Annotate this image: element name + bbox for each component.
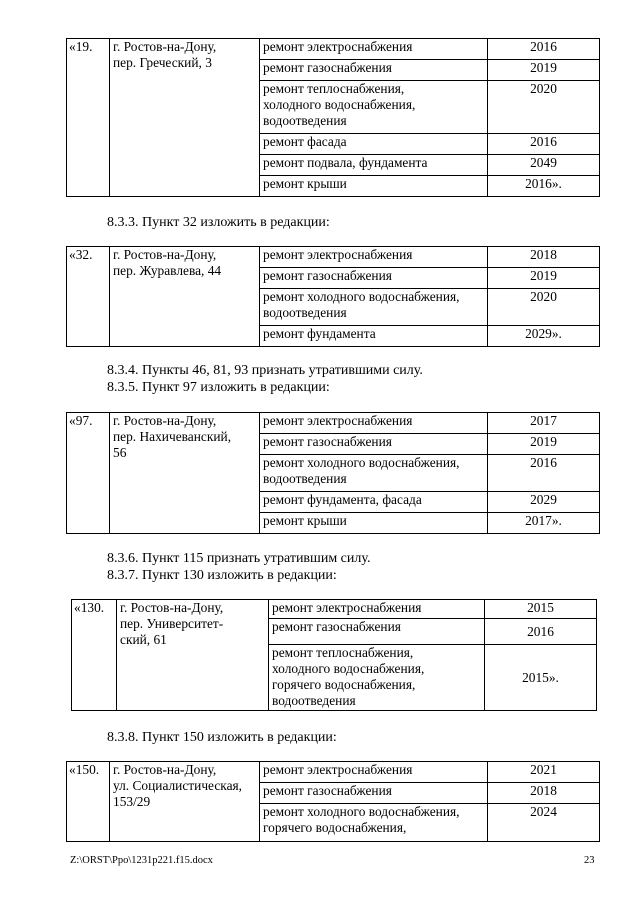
table-item-150	[66, 761, 600, 842]
work-cell: ремонт газоснабжения	[269, 619, 485, 645]
work-cell: ремонт фундамента, фасада	[260, 492, 488, 513]
work-cell: ремонт крыши	[260, 513, 488, 534]
work-cell: ремонт электроснабжения	[260, 762, 488, 783]
year-cell: 2020	[488, 81, 600, 134]
work-cell: ремонт электроснабжения	[260, 247, 488, 268]
year-cell: 2017	[488, 413, 600, 434]
work-cell: ремонт фундамента	[260, 326, 488, 347]
table-item-97	[66, 412, 600, 534]
paragraph-8-3-4: 8.3.4. Пункты 46, 81, 93 признать утратившими силу.	[107, 363, 423, 378]
year-cell: 2016	[488, 134, 600, 155]
paragraph-8-3-5: 8.3.5. Пункт 97 изложить в редакции:	[107, 380, 330, 395]
table-item-130	[71, 599, 597, 711]
work-cell: ремонт электроснабжения	[260, 39, 488, 60]
work-cell: ремонт теплоснабжения, холодного водоснабжения, горячего водоснабжения, водоотведения	[269, 645, 485, 711]
year-cell: 2015	[485, 600, 597, 619]
work-cell: ремонт теплоснабжения, холодного водоснабжения, водоотведения	[260, 81, 488, 134]
table-item-32	[66, 246, 600, 347]
year-cell: 2021	[488, 762, 600, 783]
year-cell: 2016	[485, 619, 597, 645]
item-number: «150.	[67, 762, 110, 842]
paragraph-8-3-6: 8.3.6. Пункт 115 признать утратившим силу.	[107, 551, 371, 566]
work-cell: ремонт фасада	[260, 134, 488, 155]
work-cell: ремонт холодного водоснабжения, водоотведения	[260, 289, 488, 326]
year-cell: 2018	[488, 247, 600, 268]
table-item-19	[66, 38, 600, 197]
footer-page-number: 23	[584, 855, 595, 866]
paragraph-8-3-8: 8.3.8. Пункт 150 изложить в редакции:	[107, 730, 337, 745]
year-cell: 2017».	[488, 513, 600, 534]
work-cell: ремонт газоснабжения	[260, 434, 488, 455]
item-number: «130.	[72, 600, 117, 711]
year-cell: 2016».	[488, 176, 600, 197]
paragraph-8-3-7: 8.3.7. Пункт 130 изложить в редакции:	[107, 568, 337, 583]
work-cell: ремонт подвала, фундамента	[260, 155, 488, 176]
year-cell: 2029».	[488, 326, 600, 347]
year-cell: 2019	[488, 268, 600, 289]
address-cell: г. Ростов-на-Дону, ул. Социалистическая, 153/29	[110, 762, 260, 842]
year-cell: 2016	[488, 455, 600, 492]
work-cell: ремонт электроснабжения	[260, 413, 488, 434]
address-cell: г. Ростов-на-Дону, пер. Нахичеванский, 56	[110, 413, 260, 534]
work-cell: ремонт газоснабжения	[260, 268, 488, 289]
item-number: «97.	[67, 413, 110, 534]
work-cell: ремонт электроснабжения	[269, 600, 485, 619]
year-cell: 2019	[488, 60, 600, 81]
year-cell: 2029	[488, 492, 600, 513]
address-cell: г. Ростов-на-Дону, пер. Университет- ский, 61	[117, 600, 269, 711]
item-number: «32.	[67, 247, 110, 347]
address-cell: г. Ростов-на-Дону, пер. Журавлева, 44	[110, 247, 260, 347]
work-cell: ремонт холодного водоснабжения, горячего водоснабжения,	[260, 804, 488, 842]
year-cell: 2020	[488, 289, 600, 326]
work-cell: ремонт газоснабжения	[260, 60, 488, 81]
year-cell: 2024	[488, 804, 600, 842]
year-cell: 2049	[488, 155, 600, 176]
work-cell: ремонт холодного водоснабжения, водоотведения	[260, 455, 488, 492]
work-cell: ремонт крыши	[260, 176, 488, 197]
paragraph-8-3-3: 8.3.3. Пункт 32 изложить в редакции:	[107, 215, 330, 230]
year-cell: 2016	[488, 39, 600, 60]
work-cell: ремонт газоснабжения	[260, 783, 488, 804]
item-number: «19.	[67, 39, 110, 197]
address-cell: г. Ростов-на-Дону, пер. Греческий, 3	[110, 39, 260, 197]
year-cell: 2019	[488, 434, 600, 455]
year-cell: 2018	[488, 783, 600, 804]
footer-file-path: Z:\ORST\Ppo\1231p221.f15.docx	[70, 855, 213, 866]
year-cell: 2015».	[485, 645, 597, 711]
